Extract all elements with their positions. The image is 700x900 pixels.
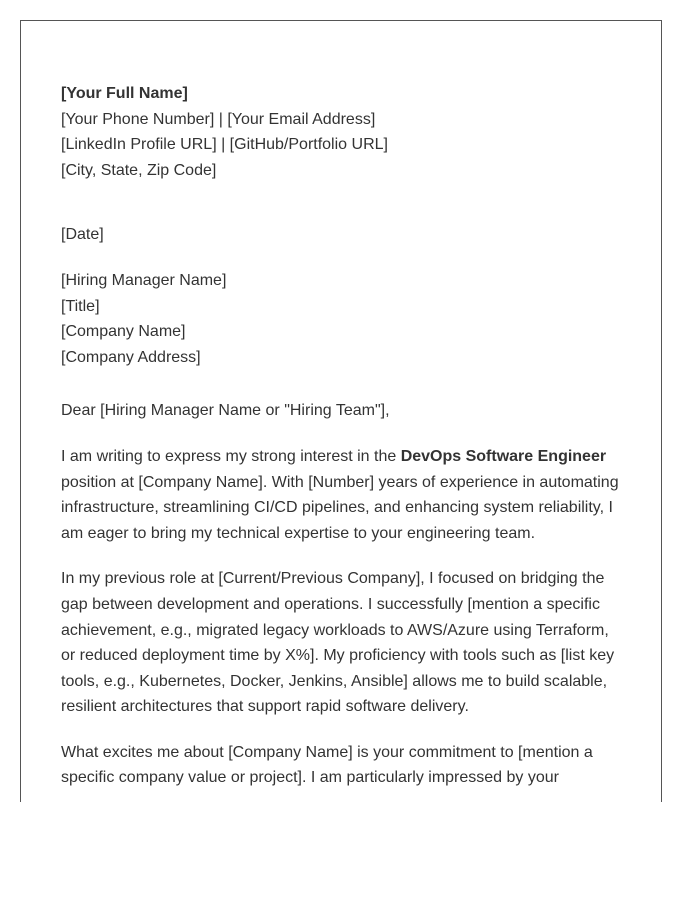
salutation: Dear [Hiring Manager Name or "Hiring Team"], (61, 402, 390, 420)
body-paragraph-3: What excites me about [Company Name] is your commitment to [mention a specific company value or project]. I am particularly impressed by your (61, 743, 593, 787)
recipient-company: [Company Name] (61, 323, 186, 341)
body-paragraph-1 (61, 444, 626, 546)
sender-block (61, 81, 626, 183)
sender-phone-email: [Your Phone Number] | [Your Email Address] (61, 110, 376, 128)
sender-links: [LinkedIn Profile URL] | [GitHub/Portfolio URL] (61, 136, 388, 154)
body-paragraph-2: In my previous role at [Current/Previous Company], I focused on bridging the gap between development and operations. I successfully [mention a specific achievement, e.g., migrated legacy workloads to AWS/Azure using Terraform, or reduced deployment time by X%]. My proficiency with tools such as [list key tools, e.g., Kubernetes, Docker, Jenkins, Ansible] allows me to build scalable, resilient architectures that support rapid software delivery. (61, 570, 615, 716)
letter-date: [Date] (61, 226, 104, 244)
p1-text-start: I am writing to express my strong interest in the (61, 447, 401, 465)
p1-text-end: position at [Company Name]. With [Number] years of experience in automating infrastructure, streamlining CI/CD pipelines, and enhancing system reliability, I am eager to bring my technical expertise to your engineering team. (61, 473, 619, 542)
sender-location: [City, State, Zip Code] (61, 161, 217, 179)
recipient-block (61, 268, 626, 370)
recipient-address: [Company Address] (61, 348, 201, 366)
recipient-title: [Title] (61, 297, 100, 315)
letter-content (61, 81, 626, 802)
recipient-name: [Hiring Manager Name] (61, 271, 227, 289)
sender-name: [Your Full Name] (61, 85, 188, 102)
job-title-highlight: DevOps Software Engineer (400, 447, 607, 465)
letter-page (20, 20, 662, 802)
